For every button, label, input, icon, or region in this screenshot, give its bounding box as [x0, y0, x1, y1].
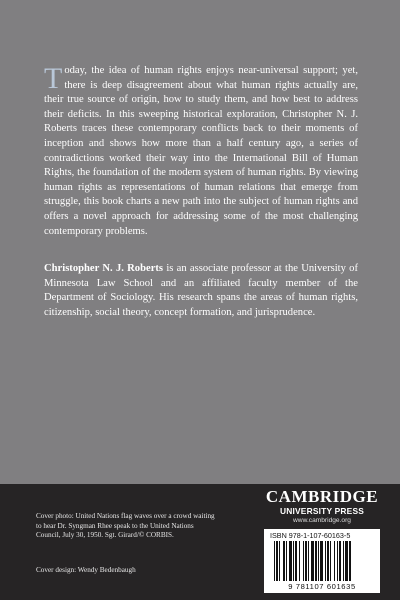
drop-cap: T [44, 62, 63, 95]
publisher-subtitle: UNIVERSITY PRESS [279, 506, 365, 516]
barcode-bar [308, 541, 309, 581]
cover-photo-credit: Cover photo: United Nations flag waves over a crowd waiting to hear Dr. Syngman Rhee speak to the United Nations Council, July 30, 1950. Sgt. Girard/© CORBIS. [36, 512, 215, 540]
isbn-label: ISBN 978-1-107-60163-5 [270, 531, 351, 540]
barcode-panel [264, 529, 380, 593]
barcode-icon [274, 541, 370, 581]
barcode-bar [274, 541, 275, 581]
barcode-bar [283, 541, 285, 581]
barcode-bar [293, 541, 294, 581]
barcode-bar [311, 541, 314, 581]
barcode-bar [315, 541, 317, 581]
bio-text: is an associate professor at the University of Minnesota Law School and an affiliated faculty member of the Department of Sociology. His research spans the areas of human rights, citizenship, social theory, concept formation, and jurisprudence. [44, 263, 359, 318]
barcode-bar [276, 541, 278, 581]
barcode-bar [339, 541, 341, 581]
barcode-bar [337, 541, 338, 581]
barcode-bar [334, 541, 335, 581]
barcode-bar [330, 541, 331, 581]
publisher-name: CAMBRIDGE [265, 487, 379, 506]
barcode-bar [345, 541, 348, 581]
publisher-url: www.cambridge.org [293, 517, 351, 524]
barcode-bar [295, 541, 297, 581]
barcode-bar [289, 541, 292, 581]
barcode-bar [303, 541, 304, 581]
barcode-bar [286, 541, 287, 581]
cover-design-credit: Cover design: Wendy Bedenbaugh [36, 566, 136, 574]
publisher-logo [262, 488, 382, 525]
barcode-bar [318, 541, 319, 581]
barcode-bar [305, 541, 307, 581]
barcode-bar [327, 541, 329, 581]
barcode-bar [349, 541, 351, 581]
barcode-bar [279, 541, 280, 581]
author-bio [44, 262, 358, 320]
barcode-bar [320, 541, 323, 581]
barcode-bar [343, 541, 344, 581]
author-name: Christopher N. J. Roberts [44, 263, 164, 274]
barcode-number: 9 781107 601635 [288, 582, 356, 591]
blurb-text: oday, the idea of human rights enjoys near-universal support; yet, there is deep disagreement about what human rights actually are, their true source of origin, how to study them, and how best to address their deficits. In this sweeping historical exploration, Christopher N. J. Roberts traces these contemporary conflicts back to their moments of inception and shows how more than a half century ago, a series of contradictions worked their way into the International Bill of Human Rights, the foundation of the modern system of human rights. By viewing human rights as representations of human relations that emerge from struggle, this book charts a new path into the subject of human rights and offers a novel approach for addressing some of the most challenging contemporary problems. [44, 65, 358, 237]
barcode-bar [299, 541, 300, 581]
barcode-bar [325, 541, 326, 581]
book-blurb [44, 64, 358, 239]
